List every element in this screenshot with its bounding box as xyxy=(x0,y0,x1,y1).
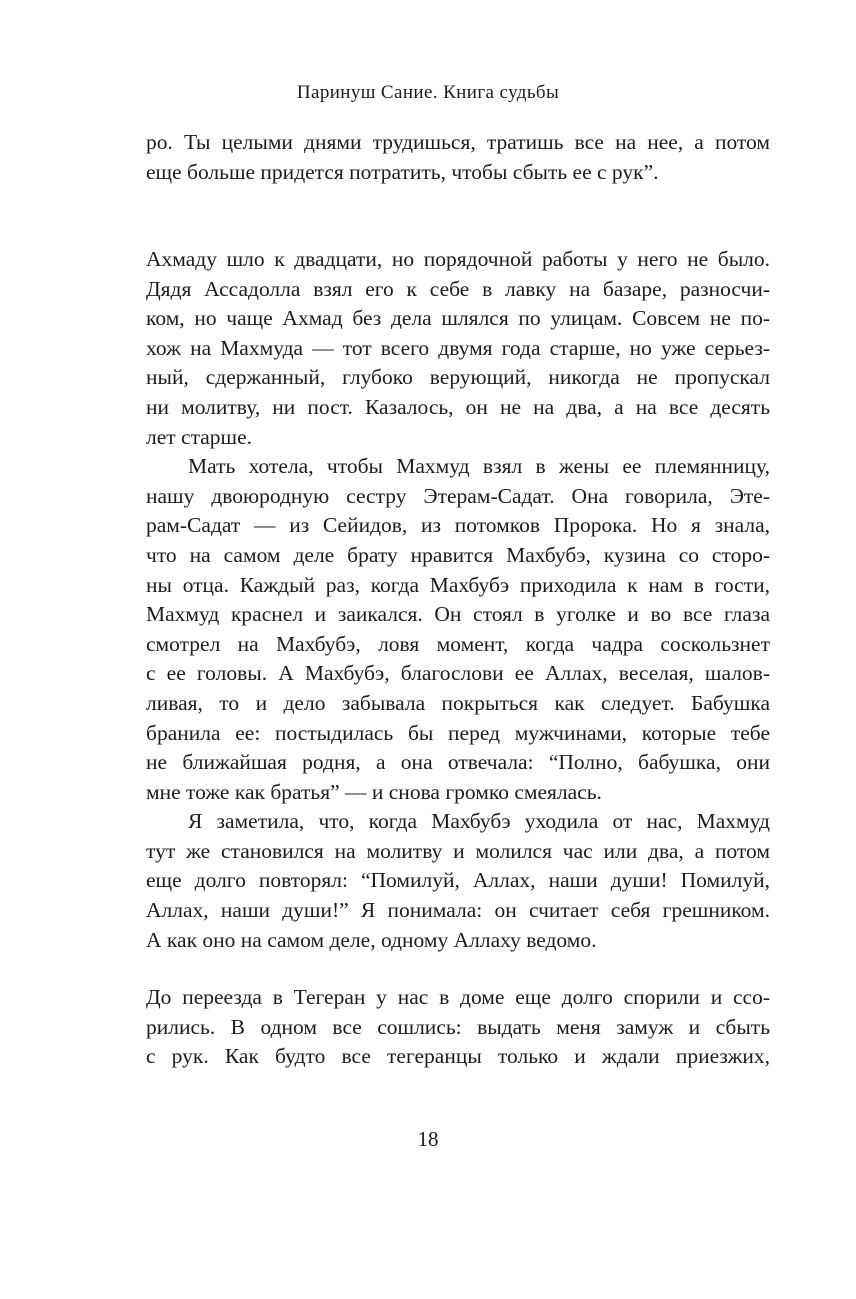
text-line: До переезда в Тегеран у нас в доме еще долго спорили и ссо- xyxy=(146,985,770,1009)
text-line: Махмуд краснел и заикался. Он стоял в уголке и во все глаза xyxy=(146,602,770,627)
text-line: рам-Садат — из Сейидов, из потомков Пророка. Но я знала, xyxy=(146,513,770,538)
section-tail xyxy=(146,983,770,1072)
text-line: еще больше придется потратить, чтобы сбыть ее с рук”. xyxy=(146,159,659,184)
paragraph xyxy=(146,128,770,187)
text-line: ный, сдержанный, глубоко верующий, никогда не пропускал xyxy=(146,365,770,390)
text-line: Я заметила, что, когда Махбубэ уходила от нас, Махмуд xyxy=(188,809,770,834)
text-line: ливая, то и дело забывала покрыться как следует. Бабушка xyxy=(146,690,770,715)
text-line: бранила ее: постыдилась бы перед мужчинами, которые тебе xyxy=(146,720,770,745)
text-line: нашу двоюродную сестру Этерам-Садат. Она говорила, Эте- xyxy=(146,483,770,508)
text-line: мне тоже как братья” — и снова громко смеялась. xyxy=(146,779,602,804)
text-line: Аллах, наши души!” Я понимала: он считает себя грешником. xyxy=(146,898,770,923)
text-line: ни молитву, ни пост. Казалось, он не на два, а на все десять xyxy=(146,394,770,419)
text-line: ро. Ты целыми днями трудишься, тратишь все на нее, а потом xyxy=(146,130,770,154)
text-line: ны отца. Каждый раз, когда Махбубэ приходила к нам в гости, xyxy=(146,572,770,597)
paragraph xyxy=(146,807,770,955)
section-main xyxy=(146,245,770,955)
paragraph xyxy=(146,983,770,1072)
text-line: Мать хотела, чтобы Махмуд взял в жены ее племянницу, xyxy=(188,454,770,479)
text-line: не ближайшая родня, а она отвечала: “Полно, бабушка, они xyxy=(146,750,770,775)
text-line: рились. В одном все сошлись: выдать меня замуж и сбыть xyxy=(146,1014,770,1039)
paragraph xyxy=(146,245,770,452)
text-line: тут же становился на молитву и молился час или два, а потом xyxy=(146,838,770,863)
text-line: смотрел на Махбубэ, ловя момент, когда чадра соскользнет xyxy=(146,631,770,656)
text-line: ком, но чаще Ахмад без дела шлялся по улицам. Совсем не по- xyxy=(146,306,770,331)
section-continuation xyxy=(146,128,770,187)
text-line: Дядя Ассадолла взял его к себе в лавку на базаре, разносчи- xyxy=(146,276,770,301)
paragraph xyxy=(146,452,770,807)
page-number: 18 xyxy=(417,1127,439,1151)
text-line: с рук. Как будто все тегеранцы только и ждали приезжих, xyxy=(146,1044,770,1069)
text-line: еще долго повторял: “Помилуй, Аллах, наши души! Помилуй, xyxy=(146,868,770,893)
text-line: А как оно на самом деле, одному Аллаху ведомо. xyxy=(146,927,597,952)
running-head: Паринуш Сание. Книга судьбы xyxy=(296,82,560,103)
text-line: лет старше. xyxy=(146,424,253,449)
text-line: Ахмаду шло к двадцати, но порядочной работы у него не было. xyxy=(146,247,770,271)
text-line: что на самом деле брату нравится Махбубэ, кузина со сторо- xyxy=(146,542,770,567)
text-line: с ее головы. А Махбубэ, благослови ее Аллах, веселая, шалов- xyxy=(146,661,770,686)
text-line: хож на Махмуда — тот всего двумя года старше, но уже серьез- xyxy=(146,335,770,360)
